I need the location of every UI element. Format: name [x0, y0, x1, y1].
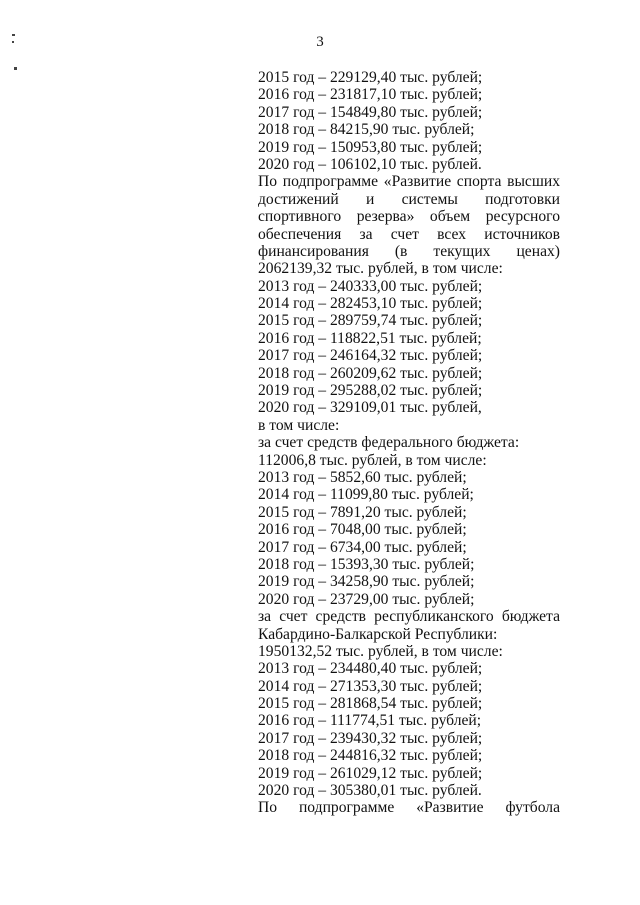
text-line: 2014 год – 11099,80 тыс. рублей; — [258, 486, 474, 504]
text-line: спортивного резерва» объем ресурсного — [258, 208, 560, 226]
text-line: 2014 год – 282453,10 тыс. рублей; — [258, 295, 483, 313]
text-line: 2014 год – 271353,30 тыс. рублей; — [258, 677, 483, 695]
text-line: 112006,8 тыс. рублей, в том числе: — [258, 451, 487, 469]
text-line: 2018 год – 84215,90 тыс. рублей; — [258, 121, 475, 139]
text-line: 2017 год – 239430,32 тыс. рублей; — [258, 729, 483, 747]
text-line: за счет средств федерального бюджета: — [258, 434, 520, 452]
text-line: 2016 год – 111774,51 тыс. рублей; — [258, 712, 482, 730]
text-line: 2016 год – 231817,10 тыс. рублей; — [258, 86, 483, 104]
scan-mark — [14, 67, 17, 70]
text-line: 2018 год – 244816,32 тыс. рублей; — [258, 747, 483, 765]
text-line: 2018 год – 15393,30 тыс. рублей; — [258, 555, 475, 573]
text-line: 2016 год – 7048,00 тыс. рублей; — [258, 521, 467, 539]
text-line: достижений и системы подготовки — [258, 190, 560, 208]
text-line: 2016 год – 118822,51 тыс. рублей; — [258, 329, 482, 347]
text-line: 2020 год – 305380,01 тыс. рублей. — [258, 782, 482, 800]
text-line: обеспечения за счет всех источников — [258, 225, 560, 243]
text-line: 2019 год – 261029,12 тыс. рублей; — [258, 764, 483, 782]
text-line: 2015 год – 281868,54 тыс. рублей; — [258, 695, 483, 713]
text-line: финансирования (в текущих ценах) — [258, 242, 560, 260]
text-line: 2017 год – 246164,32 тыс. рублей; — [258, 347, 483, 365]
text-line: 2020 год – 329109,01 тыс. рублей, — [258, 399, 482, 417]
page-number: 3 — [316, 34, 324, 50]
text-line: 2013 год – 240333,00 тыс. рублей; — [258, 277, 483, 295]
text-line: 2019 год – 150953,80 тыс. рублей; — [258, 138, 483, 156]
text-line: 1950132,52 тыс. рублей, в том числе: — [258, 642, 503, 660]
text-line: 2020 год – 106102,10 тыс. рублей. — [258, 155, 482, 173]
text-line: 2062139,32 тыс. рублей, в том числе: — [258, 260, 503, 278]
text-line: за счет средств республиканского бюджета — [258, 608, 560, 626]
text-line: в том числе: — [258, 416, 340, 434]
text-line: 2015 год – 7891,20 тыс. рублей; — [258, 503, 467, 521]
text-line: 2020 год – 23729,00 тыс. рублей; — [258, 590, 475, 608]
text-line: 2019 год – 295288,02 тыс. рублей; — [258, 382, 483, 400]
text-line: 2019 год – 34258,90 тыс. рублей; — [258, 573, 475, 591]
body-text — [258, 69, 560, 817]
text-line: По подпрограмме «Развитие спорта высших — [258, 173, 560, 191]
text-line: Кабардино-Балкарской Республики: — [258, 625, 498, 643]
text-line: 2018 год – 260209,62 тыс. рублей; — [258, 364, 483, 382]
text-line: 2015 год – 289759,74 тыс. рублей; — [258, 312, 483, 330]
text-line: 2013 год – 234480,40 тыс. рублей; — [258, 660, 483, 678]
text-line: 2017 год – 154849,80 тыс. рублей; — [258, 103, 483, 121]
text-line: 2015 год – 229129,40 тыс. рублей; — [258, 69, 483, 86]
text-line: 2013 год – 5852,60 тыс. рублей; — [258, 468, 467, 486]
text-line: По подпрограмме «Развитие футбола — [258, 799, 560, 817]
text-line: 2017 год – 6734,00 тыс. рублей; — [258, 538, 467, 556]
